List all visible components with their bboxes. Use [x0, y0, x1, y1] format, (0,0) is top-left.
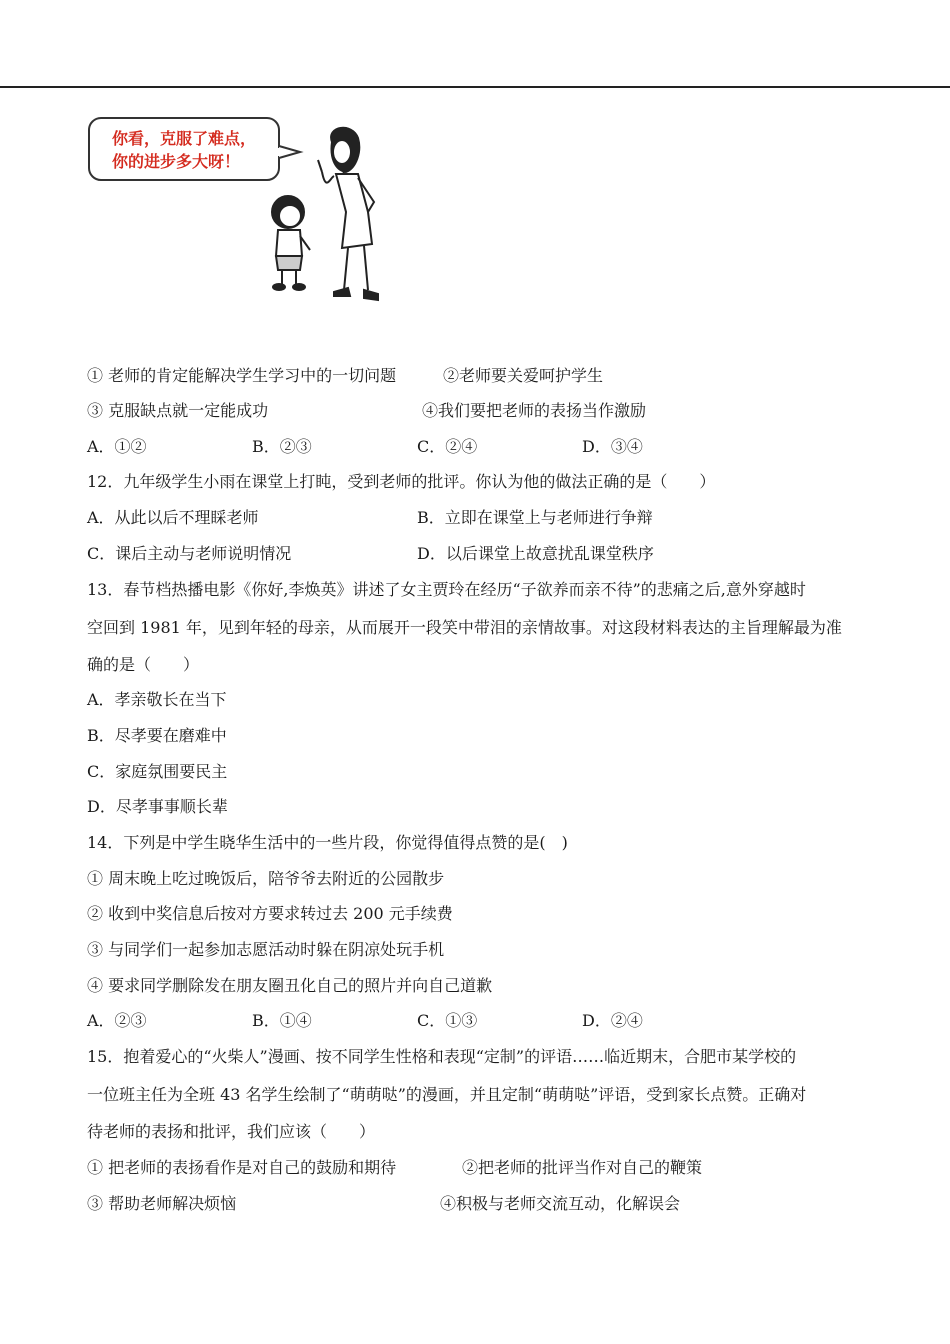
q11-item-3: ③ 克服缺点就一定能成功 [87, 401, 269, 420]
q14-item-2: ② 收到中奖信息后按对方要求转过去 200 元手续费 [87, 904, 453, 923]
q14-stem: 14．下列是中学生晓华生活中的一些片段，你觉得值得点赞的是( ) [87, 833, 568, 852]
q13-stem-line-1: 13．春节档热播电影《你好,李焕英》讲述了女主贾玲在经历“子欲养而亲不待”的悲痛之后,意外穿越时 [87, 580, 806, 599]
speech-line-2: 你的进步多大呀！ [111, 152, 241, 171]
q11-item-1: ① 老师的肯定能解决学生学习中的一切问题 [87, 366, 397, 385]
q14-item-3: ③ 与同学们一起参加志愿活动时躲在阴凉处玩手机 [87, 940, 445, 959]
q14-option-c[interactable]: C．①③ [417, 1011, 478, 1030]
q11-item-4: ④我们要把老师的表扬当作激励 [422, 401, 647, 420]
q14-option-d[interactable]: D．②④ [582, 1011, 643, 1030]
q12-option-a[interactable]: A．从此以后不理睬老师 [87, 508, 259, 527]
q15-item-3: ③ 帮助老师解决烦恼 [87, 1194, 237, 1213]
q12-option-b[interactable]: B．立即在课堂上与老师进行争辩 [417, 508, 653, 527]
q13-option-b[interactable]: B．尽孝要在磨难中 [87, 726, 227, 745]
speech-bubble [89, 118, 300, 180]
q11-option-c[interactable]: C．②④ [417, 437, 478, 456]
q13-stem-line-3: 确的是（ ） [87, 655, 200, 674]
q13-option-a[interactable]: A．孝亲敬长在当下 [87, 690, 227, 709]
q12-option-c[interactable]: C．课后主动与老师说明情况 [87, 544, 292, 563]
teacher-figure [318, 128, 378, 300]
speech-line-1: 你看，克服了难点， [111, 129, 257, 148]
q14-item-4: ④ 要求同学删除发在朋友圈丑化自己的照片并向自己道歉 [87, 976, 493, 995]
q15-stem-line-2: 一位班主任为全班 43 名学生绘制了“萌萌哒”的漫画，并且定制“萌萌哒”评语，受到家长点赞。正确对 [87, 1085, 807, 1104]
q11-option-a[interactable]: A．①② [87, 437, 147, 456]
header-rule [0, 86, 950, 88]
q13-stem-line-2: 空回到 1981 年，见到年轻的母亲，从而展开一段笑中带泪的亲情故事。对这段材料表达的主旨理解最为准 [87, 618, 842, 637]
q14-item-1: ① 周末晚上吃过晚饭后，陪爷爷去附近的公园散步 [87, 869, 445, 888]
teacher-praise-cartoon [86, 112, 396, 312]
q11-item-2: ②老师要关爱呵护学生 [443, 366, 604, 385]
q15-item-2: ②把老师的批评当作对自己的鞭策 [462, 1158, 703, 1177]
q15-item-4: ④积极与老师交流互动，化解误会 [440, 1194, 681, 1213]
q15-item-1: ① 把老师的表扬看作是对自己的鼓励和期待 [87, 1158, 397, 1177]
q13-option-c[interactable]: C．家庭氛围要民主 [87, 762, 228, 781]
q11-option-b[interactable]: B．②③ [252, 437, 312, 456]
q14-option-b[interactable]: B．①④ [252, 1011, 312, 1030]
student-figure [272, 196, 310, 290]
q12-stem: 12．九年级学生小雨在课堂上打盹，受到老师的批评。你认为他的做法正确的是（ ） [87, 472, 716, 491]
q12-option-d[interactable]: D．以后课堂上故意扰乱课堂秩序 [417, 544, 654, 563]
q11-option-d[interactable]: D．③④ [582, 437, 643, 456]
q13-option-d[interactable]: D．尽孝事事顺长辈 [87, 797, 228, 816]
q15-stem-line-1: 15．抱着爱心的“火柴人”漫画、按不同学生性格和表现“定制”的评语……临近期末，合肥市某学校的 [87, 1047, 797, 1066]
q14-option-a[interactable]: A．②③ [87, 1011, 147, 1030]
q15-stem-line-3: 待老师的表扬和批评，我们应该（ ） [87, 1122, 376, 1141]
